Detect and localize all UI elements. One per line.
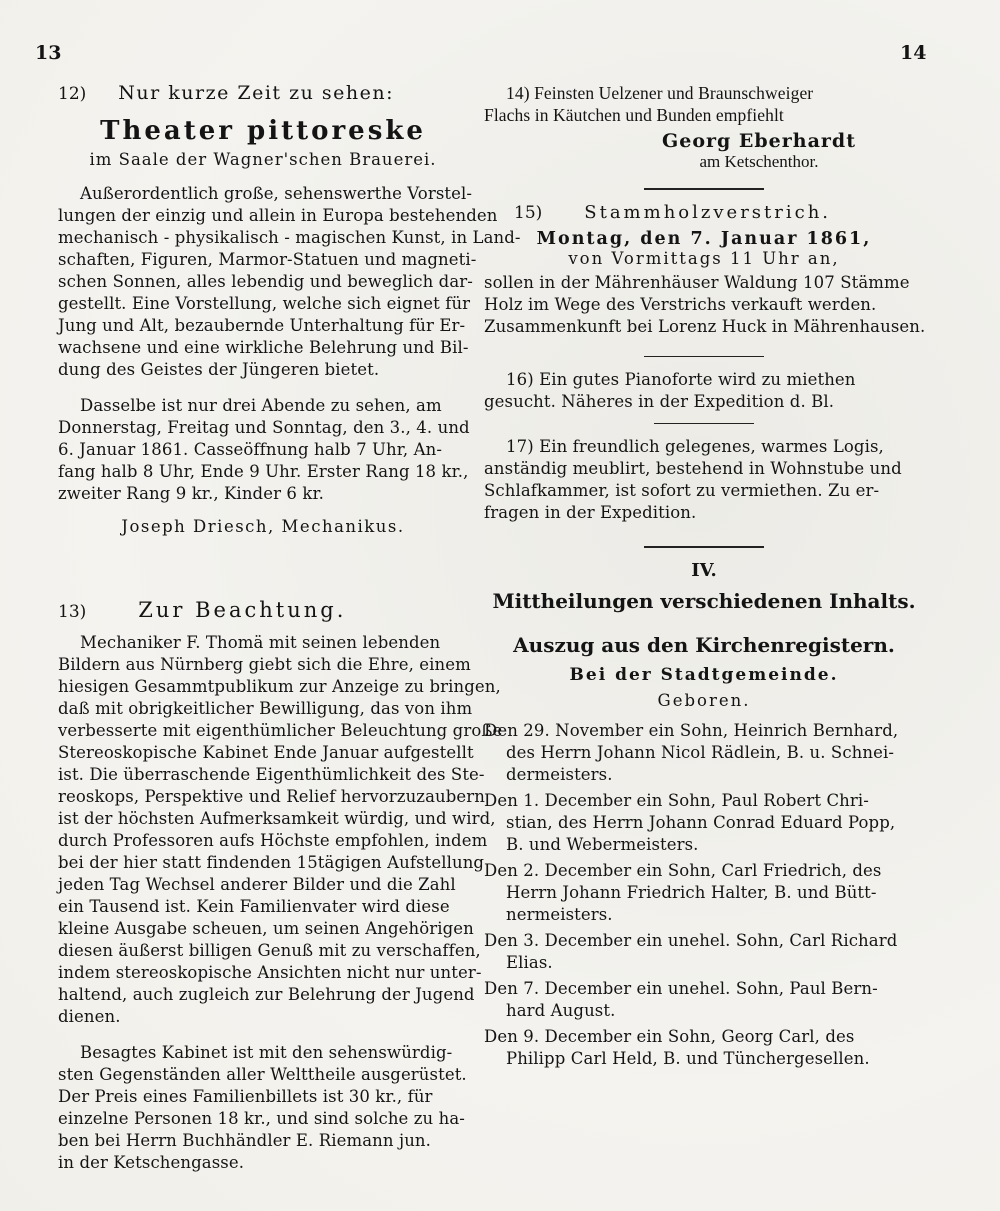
text-line: hiesigen Gesammtpublikum zur Anzeige zu bringen,: [58, 677, 501, 696]
text-line: verbesserte mit eigenthümlicher Beleuchtung große: [58, 721, 503, 740]
text-line: fang halb 8 Uhr, Ende 9 Uhr. Erster Rang 18 kr.,: [58, 462, 469, 481]
page-number-right: 14: [900, 42, 927, 64]
announcement-14: [484, 82, 924, 172]
text-line: dermeisters.: [506, 765, 613, 784]
announcement-13: [58, 598, 503, 1174]
announcement-12: [58, 82, 521, 536]
text-line: Flachs in Käutchen und Bunden empfiehlt: [484, 105, 784, 125]
page-number-left: 13: [35, 42, 62, 64]
text-line: in der Ketschengasse.: [58, 1153, 245, 1172]
divider: [644, 356, 764, 357]
text-line: ist. Die überraschende Eigenthümlichkeit des Ste-: [58, 765, 485, 784]
announcement-12-subtitle: im Saale der Wagner'schen Brauerei.: [89, 150, 437, 169]
text-line: dung des Geistes der Jüngeren bietet.: [58, 360, 380, 379]
text-line: anständig meublirt, bestehend in Wohnstube und: [484, 459, 902, 478]
text-line: Herrn Johann Friedrich Halter, B. und Bütt-: [506, 883, 877, 902]
text-line: ben bei Herrn Buchhändler E. Riemann jun.: [58, 1131, 431, 1150]
announcement-14-name: Georg Eberhardt: [662, 130, 856, 152]
text-line: Den 2. December ein Sohn, Carl Friedrich, des: [484, 861, 882, 880]
text-line: einzelne Personen 18 kr., und sind solche zu ha-: [58, 1109, 465, 1128]
text-line: ist der höchsten Aufmerksamkeit würdig, und wird,: [58, 809, 496, 828]
text-line: kleine Ausgabe scheuen, um seinen Angehörigen: [58, 919, 474, 938]
text-line: daß mit obrigkeitlicher Bewilligung, das von ihm: [58, 699, 473, 718]
announcement-13-number: 13): [58, 602, 87, 622]
text-line: dienen.: [58, 1007, 121, 1026]
text-line: 6. Januar 1861. Casseöffnung halb 7 Uhr, An-: [58, 440, 443, 459]
text-line: wachsene und eine wirkliche Belehrung und Bil-: [58, 338, 469, 357]
text-line: sollen in der Mährenhäuser Waldung 107 Stämme: [484, 273, 910, 292]
text-line: Der Preis eines Familienbillets ist 30 kr., für: [58, 1087, 433, 1106]
text-line: Holz im Wege des Verstrichs verkauft werden.: [484, 295, 877, 314]
text-line: zweiter Rang 9 kr., Kinder 6 kr.: [58, 484, 324, 503]
category-heading: Geboren.: [657, 691, 751, 710]
text-line: 17) Ein freundlich gelegenes, warmes Logis,: [506, 437, 884, 456]
divider: [654, 423, 754, 424]
register-entry: [484, 1026, 924, 1070]
text-line: nermeisters.: [506, 905, 613, 924]
announcement-14-place: am Ketschenthor.: [699, 152, 819, 171]
announcement-12-header: [58, 82, 468, 104]
announcement-12-heading: Nur kurze Zeit zu sehen:: [118, 82, 394, 104]
text-line: Den 9. December ein Sohn, Georg Carl, des: [484, 1027, 855, 1046]
text-line: des Herrn Johann Nicol Rädlein, B. u. Schnei-: [506, 743, 895, 762]
text-line: lungen der einzig und allein in Europa bestehenden: [58, 206, 498, 225]
announcement-12-title: Theater pittoreske: [100, 116, 426, 146]
announcement-12-signature: Joseph Driesch, Mechanikus.: [121, 517, 405, 536]
text-line: hard August.: [506, 1001, 616, 1020]
text-line: mechanisch - physikalisch - magischen Kunst, in Land-: [58, 228, 521, 247]
section-title: Mittheilungen verschiedenen Inhalts.: [492, 589, 916, 613]
announcement-17: [484, 436, 924, 524]
announcement-16: [484, 369, 924, 413]
text-line: Besagtes Kabinet ist mit den sehenswürdig-: [80, 1043, 453, 1062]
divider: [644, 546, 764, 548]
parish-heading: Bei der Stadtgemeinde.: [569, 665, 839, 685]
text-line: ein Tausend ist. Kein Familienvater wird diese: [58, 897, 450, 916]
text-line: jeden Tag Wechsel anderer Bilder und die Zahl: [58, 875, 456, 894]
announcement-15-date: Montag, den 7. Januar 1861,: [536, 229, 872, 249]
section-subtitle: Auszug aus den Kirchenregistern.: [513, 633, 895, 657]
text-line: gestellt. Eine Vorstellung, welche sich eignet für: [58, 294, 471, 313]
text-line: Jung und Alt, bezaubernde Unterhaltung für Er-: [58, 316, 466, 335]
right-column: [484, 82, 924, 1070]
section-number: IV.: [691, 560, 717, 581]
register-entry: [484, 978, 924, 1022]
text-line: bei der hier statt findenden 15tägigen Aufstellung: [58, 853, 485, 872]
register-entry: [484, 860, 924, 926]
text-line: Zusammenkunft bei Lorenz Huck in Mährenhausen.: [484, 317, 926, 336]
text-line: Bildern aus Nürnberg giebt sich die Ehre, einem: [58, 655, 471, 674]
section-iv: [484, 560, 924, 1070]
text-line: schen Sonnen, alles lebendig und beweglich dar-: [58, 272, 473, 291]
announcement-15: [484, 202, 924, 338]
text-line: sten Gegenständen aller Welttheile ausgerüstet.: [58, 1065, 467, 1084]
announcement-15-number: 15): [514, 203, 543, 223]
announcement-15-header: [484, 202, 924, 223]
text-line: fragen in der Expedition.: [484, 503, 697, 522]
text-line: Den 29. November ein Sohn, Heinrich Bernhard,: [484, 721, 899, 740]
text-line: Den 7. December ein unehel. Sohn, Paul Bern-: [484, 979, 878, 998]
text-line: 16) Ein gutes Pianoforte wird zu miethen: [506, 370, 856, 389]
text-line: Mechaniker F. Thomä mit seinen lebenden: [80, 633, 441, 652]
text-line: reoskops, Perspektive und Relief hervorzuzaubern: [58, 787, 486, 806]
text-line: Elias.: [506, 953, 553, 972]
register-entry: [484, 930, 924, 974]
announcement-12-number: 12): [58, 84, 87, 104]
text-line: Den 3. December ein unehel. Sohn, Carl Richard: [484, 931, 898, 950]
divider: [644, 188, 764, 190]
left-column: [58, 82, 521, 1174]
register-entry: [484, 790, 924, 856]
text-line: Den 1. December ein Sohn, Paul Robert Chri-: [484, 791, 869, 810]
announcement-13-header: [58, 598, 468, 622]
text-line: diesen äußerst billigen Genuß mit zu verschaffen,: [58, 941, 481, 960]
announcement-12-paragraph-1: [58, 183, 521, 381]
text-line: schaften, Figuren, Marmor-Statuen und magneti-: [58, 250, 477, 269]
text-line: haltend, auch zugleich zur Belehrung der Jugend: [58, 985, 475, 1004]
register-entries: [484, 720, 924, 1070]
announcement-15-time: von Vormittags 11 Uhr an,: [568, 249, 840, 268]
text-line: Schlafkammer, ist sofort zu vermiethen. Zu er-: [484, 481, 880, 500]
text-line: Dasselbe ist nur drei Abende zu sehen, am: [80, 396, 442, 415]
text-line: Donnerstag, Freitag und Sonntag, den 3., 4. und: [58, 418, 470, 437]
text-line: Außerordentlich große, sehenswerthe Vorstel-: [80, 184, 473, 203]
announcement-15-heading: Stammholzverstrich.: [584, 202, 832, 223]
text-line: 14) Feinsten Uelzener und Braunschweiger: [506, 83, 814, 103]
announcement-13-heading: Zur Beachtung.: [138, 598, 347, 622]
text-line: indem stereoskopische Ansichten nicht nur unter-: [58, 963, 482, 982]
announcement-13-paragraph-1: [58, 632, 503, 1028]
announcement-13-paragraph-2: [58, 1042, 468, 1174]
text-line: Stereoskopische Kabinet Ende Januar aufgestellt: [58, 743, 474, 762]
announcement-12-paragraph-2: [58, 395, 468, 505]
text-line: stian, des Herrn Johann Conrad Eduard Popp,: [506, 813, 896, 832]
text-line: Philipp Carl Held, B. und Tünchergesellen.: [506, 1049, 870, 1068]
text-line: gesucht. Näheres in der Expedition d. Bl.: [484, 392, 835, 411]
register-entry: [484, 720, 924, 786]
text-line: durch Professoren aufs Höchste empfohlen, indem: [58, 831, 488, 850]
text-line: B. und Webermeisters.: [506, 835, 699, 854]
